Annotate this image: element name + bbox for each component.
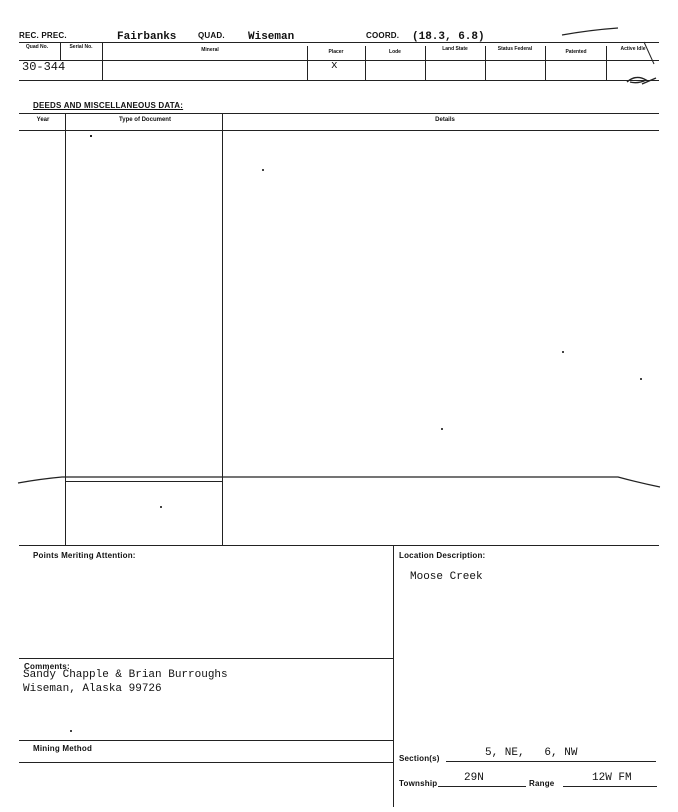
section-label: Section(s) xyxy=(399,754,440,763)
col-mineral: Mineral xyxy=(201,47,219,53)
section-value: 5, NE, 6, NW xyxy=(485,747,578,759)
hand-mark xyxy=(624,72,660,90)
record-quad-no: 30-344 xyxy=(22,60,66,74)
township-value: 29N xyxy=(464,772,484,784)
deeds-col-year: Year xyxy=(36,117,50,123)
record-placer-mark: x xyxy=(331,60,338,72)
col-status-federal: Status Federal xyxy=(497,46,533,52)
range-label: Range xyxy=(529,779,555,788)
col-active-idle: Active Idle xyxy=(620,46,646,52)
deeds-col-details: Details xyxy=(435,117,455,123)
location-label: Location Description: xyxy=(399,551,486,560)
col-placer: Placer xyxy=(328,49,344,55)
hand-continuation-line xyxy=(0,465,678,495)
range-value: 12W FM xyxy=(592,772,632,784)
rec-prec-label: REC. PREC. xyxy=(19,31,67,40)
col-patented: Patented xyxy=(565,49,587,55)
location-value: Moose Creek xyxy=(410,571,483,583)
comments-label: Comments: xyxy=(24,662,70,671)
coord-label: COORD. xyxy=(366,31,400,40)
comments-line2: Wiseman, Alaska 99726 xyxy=(23,683,162,695)
col-lode: Lode xyxy=(389,49,401,55)
hand-slash xyxy=(640,40,660,70)
col-quad-no: Quad No. xyxy=(25,44,49,50)
rec-prec-value: Fairbanks xyxy=(117,31,177,43)
township-label: Township xyxy=(399,779,438,788)
quad-value: Wiseman xyxy=(248,31,295,43)
quad-label: QUAD. xyxy=(198,31,225,40)
coord-value: (18.3, 6.8) xyxy=(412,31,485,43)
comments-line1: Sandy Chapple & Brian Burroughs xyxy=(23,669,228,681)
points-label: Points Meriting Attention: xyxy=(33,551,136,560)
hand-stroke xyxy=(560,26,620,38)
deeds-col-type: Type of Document xyxy=(119,117,171,123)
deeds-title: DEEDS AND MISCELLANEOUS DATA: xyxy=(33,101,184,110)
mining-method-label: Mining Method xyxy=(33,744,93,753)
deeds-bottom-line xyxy=(19,545,659,546)
col-serial-no: Serial No. xyxy=(69,44,93,50)
col-land-state: Land State xyxy=(442,46,468,52)
header-underline xyxy=(19,42,659,43)
